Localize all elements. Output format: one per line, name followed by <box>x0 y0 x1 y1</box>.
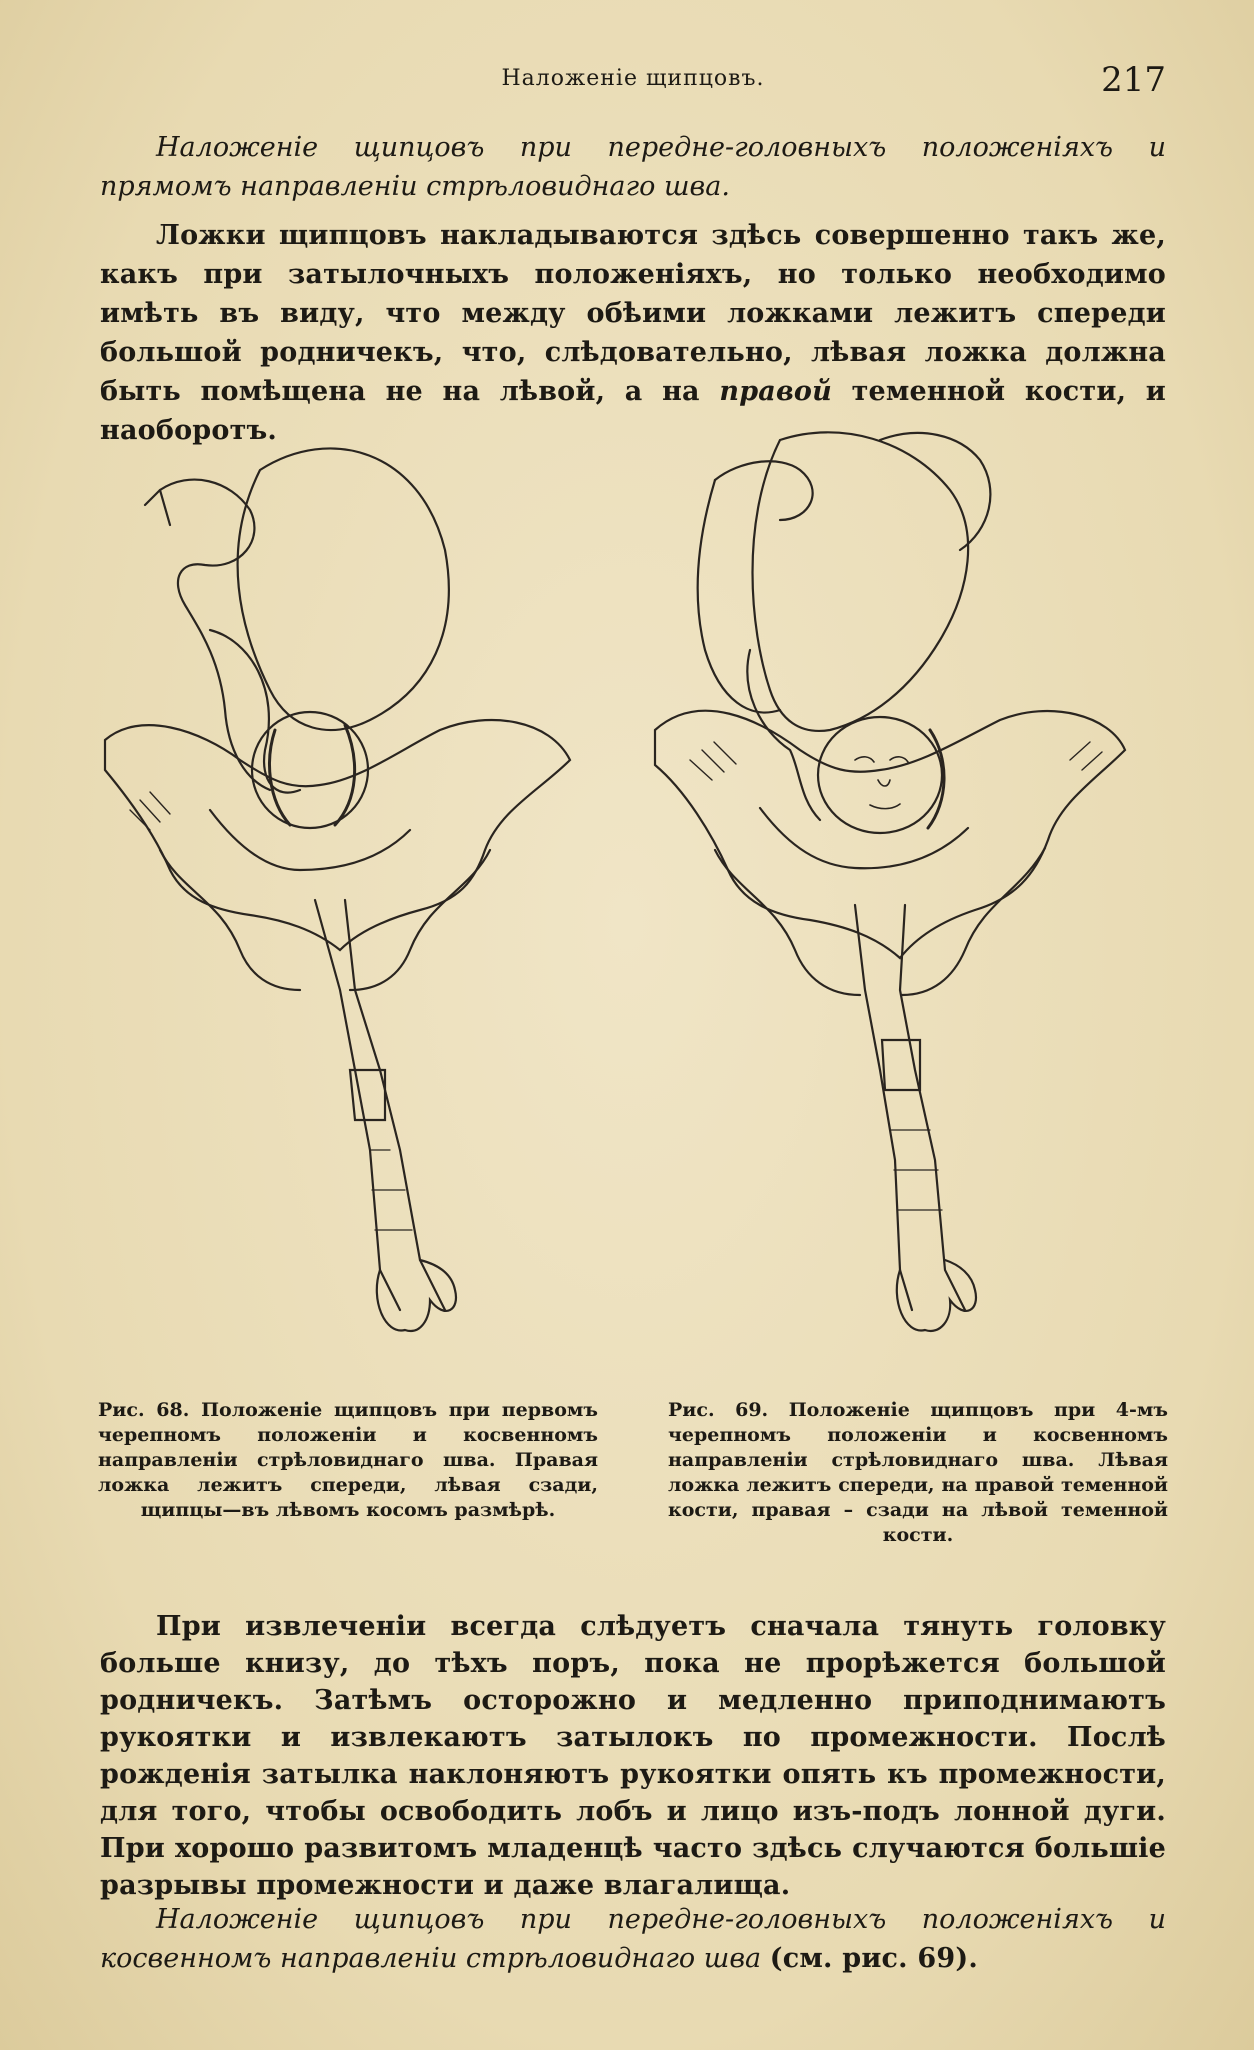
page-header <box>100 60 1166 104</box>
paragraph-extraction: При извлеченіи всегда слѣдуетъ сначала тянуть головку больше книзу, до тѣхъ поръ, пока не прорѣжется большой родничекъ. Затѣмъ осторожно и медленно приподнимаютъ рукоятки и извлекаютъ затылокъ по промежности. Послѣ рожденія затылка наклоняютъ рукоятки опять къ промежности, для того, чтобы освободить лобъ и лицо изъ-подъ лонной дуги. При хорошо развитомъ младенцѣ часто здѣсь случаются большіе разрывы промежности и даже влагалища. <box>100 1611 1166 1901</box>
paragraph-text-end: теменной кости, и наоборотъ. <box>100 376 1166 446</box>
figure-reference: (см. рис. 69). <box>769 1943 978 1974</box>
emphasis-word: правой <box>719 376 832 407</box>
section-heading-text: Наложеніе щипцовъ при передне-головныхъ положеніяхъ и косвенномъ направленіи стрѣловиднаго шва <box>100 1904 1166 1974</box>
figure-69-caption: Рис. 69. Положеніе щипцовъ при 4-мъ черепномъ положеніи и косвенномъ направленіи стрѣловиднаго шва. Лѣвая ложка лежитъ спереди, на правой теменной кости, правая – сзади на лѣвой теменной кости. <box>668 1399 1168 1546</box>
running-head: Наложеніе щипцовъ. <box>501 66 765 91</box>
section-heading-direct-suture: Наложеніе щипцовъ при передне-головныхъ положеніяхъ и прямомъ направленіи стрѣловиднаго шва. <box>100 132 1166 202</box>
figure-68-illustration <box>100 430 610 1390</box>
figure-68-caption: Рис. 68. Положеніе щипцовъ при первомъ черепномъ положеніи и косвенномъ направленіи стрѣловиднаго шва. Правая ложка лежитъ спереди, лѣвая сзади, щипцы—въ лѣвомъ косомъ размѣрѣ. <box>98 1399 598 1521</box>
figure-69-illustration <box>650 430 1166 1390</box>
section-heading-oblique-suture <box>100 1900 1166 1978</box>
paragraph-blade-placement <box>100 216 1166 450</box>
page-number: 217 <box>1101 60 1166 100</box>
paragraph-text: Ложки щипцовъ накладываются здѣсь совершенно такъ же, какъ при затылочныхъ положеніяхъ, но только необходимо имѣть въ виду, что между обѣими ложками лежитъ спереди большой родничекъ, что, слѣдовательно, лѣвая ложка должна быть помѣщена не на лѣвой, а на <box>100 220 1166 407</box>
